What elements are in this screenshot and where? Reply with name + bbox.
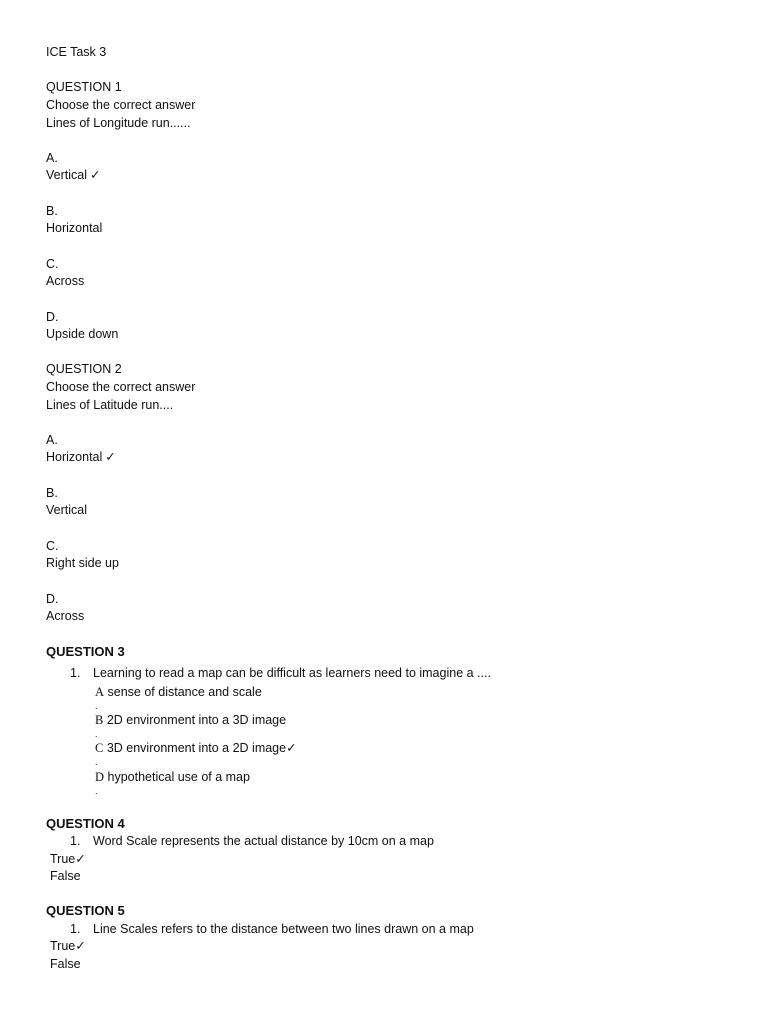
q5-true-label: True [50,939,76,953]
q5-true [50,938,86,954]
q3-prompt: Learning to read a map can be difficult as learners need to imagine a .... [93,666,491,680]
q2-option-d-text: Across [46,609,85,623]
q1-option-b-letter: B. [46,204,58,218]
list-dot: . [95,786,98,796]
q5-heading: QUESTION 5 [46,903,125,918]
q1-instruction: Choose the correct answer [46,98,196,112]
q4-true [50,851,86,867]
checkmark-icon: ✓ [90,168,101,182]
q3-heading: QUESTION 3 [46,644,125,659]
q3-option-a-text: sense of distance and scale [107,685,262,699]
q3-option-c-letter: C [95,741,104,755]
list-dot: . [95,729,98,739]
q4-prompt: Word Scale represents the actual distance by 10cm on a map [93,834,434,848]
q1-heading: QUESTION 1 [46,80,122,94]
q3-number: 1. [70,666,81,680]
list-dot: . [95,701,98,711]
q1-option-a-text: Vertical [46,168,87,182]
q3-option-c [95,740,297,756]
q2-option-a-letter: A. [46,433,58,447]
q4-true-label: True [50,852,76,866]
q2-heading: QUESTION 2 [46,362,122,376]
q2-option-a-text: Horizontal [46,450,103,464]
checkmark-icon: ✓ [105,450,116,464]
q2-option-a [46,449,116,465]
list-dot: . [95,757,98,767]
q5-number: 1. [70,922,81,936]
q4-heading: QUESTION 4 [46,816,125,831]
q3-option-a [95,684,262,700]
q1-option-a [46,167,100,183]
checkmark-icon: ✓ [75,852,86,866]
q2-option-d-letter: D. [46,592,59,606]
q3-option-d-letter: D [95,770,105,784]
q2-option-b-text: Vertical [46,503,87,517]
checkmark-icon: ✓ [286,741,297,755]
q1-option-c-text: Across [46,274,85,288]
q4-number: 1. [70,834,81,848]
q3-option-b-text: 2D environment into a 3D image [106,713,287,727]
page-title: ICE Task 3 [46,45,107,59]
q3-option-d-text: hypothetical use of a map [107,770,250,784]
q1-option-d-letter: D. [46,310,59,324]
q2-option-b-letter: B. [46,486,58,500]
q2-option-c-text: Right side up [46,556,119,570]
q3-option-b-letter: B [95,713,104,727]
q5-prompt: Line Scales refers to the distance between two lines drawn on a map [93,922,474,936]
q3-option-b [95,712,286,728]
q5-false-label: False [50,957,81,971]
q3-option-d [95,769,250,785]
q1-option-a-letter: A. [46,151,58,165]
q2-instruction: Choose the correct answer [46,380,196,394]
q2-option-c-letter: C. [46,539,59,553]
checkmark-icon: ✓ [75,939,86,953]
q1-option-c-letter: C. [46,257,59,271]
q2-prompt: Lines of Latitude run.... [46,398,174,412]
q1-option-b-text: Horizontal [46,221,103,235]
q4-false-label: False [50,869,81,883]
q1-option-d-text: Upside down [46,327,119,341]
q3-option-c-text: 3D environment into a 2D image [106,741,287,755]
q3-option-a-letter: A [95,685,105,699]
q1-prompt: Lines of Longitude run...... [46,116,191,130]
